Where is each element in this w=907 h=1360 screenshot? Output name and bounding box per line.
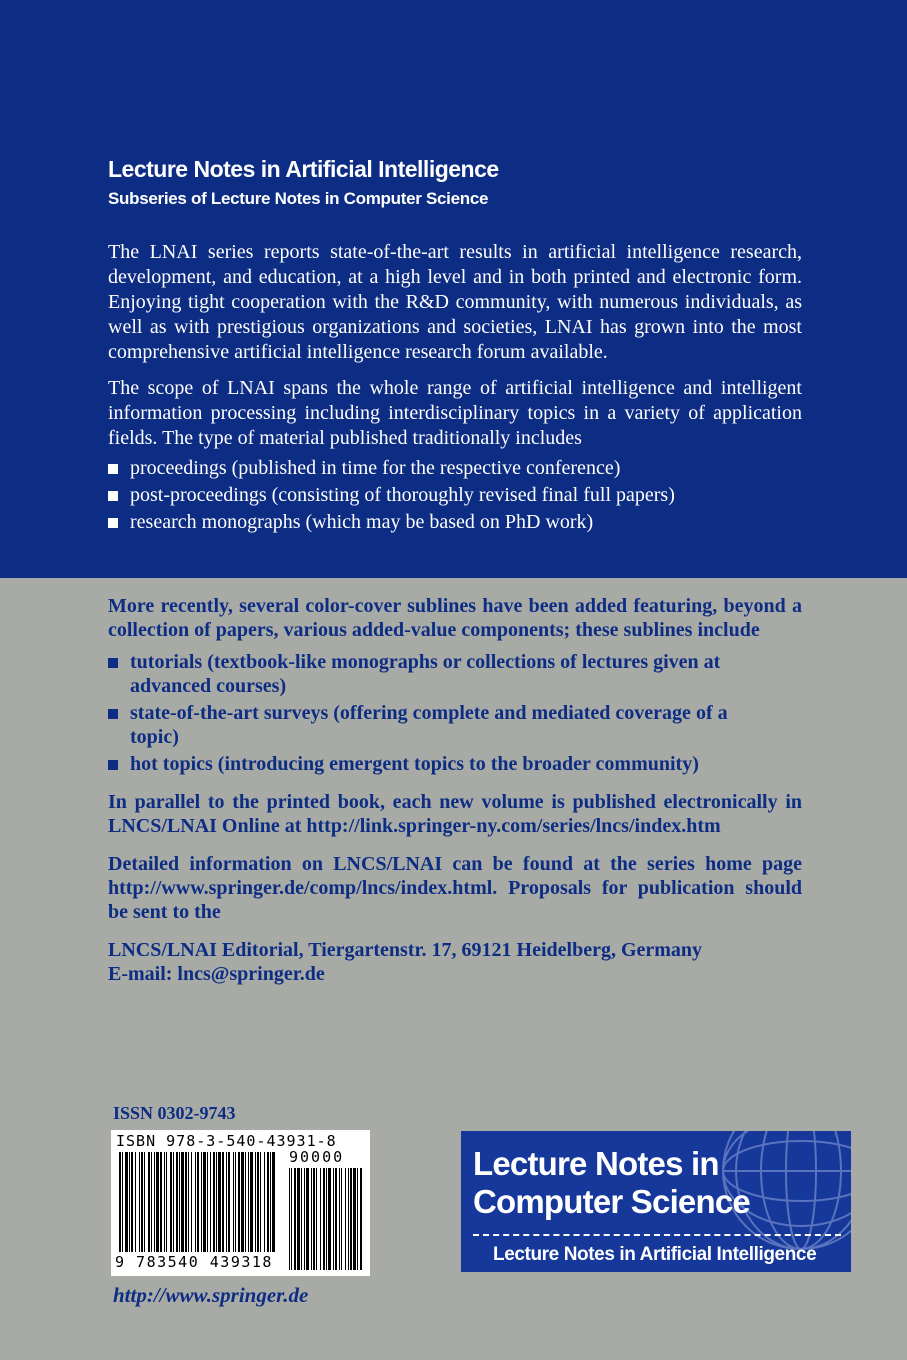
intro-section [108, 240, 802, 536]
list-item: state-of-the-art surveys (offering complete and mediated coverage of a topic) [108, 701, 738, 749]
online-paragraph: In parallel to the printed book, each new volume is published electronically in LNCS/LNAI Online at http://link.springer-ny.com/series/lncs/index.htm [108, 791, 802, 837]
series-title: Lecture Notes in Artificial Intelligence [108, 156, 499, 182]
series-subtitle: Subseries of Lecture Notes in Computer Science [108, 189, 489, 208]
list-item: post-proceedings (consisting of thoroughly revised final full papers) [108, 482, 802, 509]
publisher-url[interactable]: http://www.springer.de [113, 1283, 309, 1307]
barcode [111, 1130, 370, 1276]
sublines-section [108, 594, 802, 986]
ean-number: 9 783540 439318 [115, 1253, 273, 1271]
intro-paragraph-1: The LNAI series reports state-of-the-art results in artificial intelligence research, development, and education, at a high level and in both printed and electronic form. Enjoying tight cooperation with the R&D community, with numerous individuals, as well as with prestigious organizations and societies, LNAI has grown into the most comprehensive artificial intelligence research forum available. [108, 241, 802, 363]
price-addon-number: 90000 [289, 1148, 345, 1166]
issn-number: ISSN 0302-9743 [113, 1103, 236, 1123]
logo-line-1: Lecture Notes in [473, 1145, 719, 1182]
intro-paragraph-2: The scope of LNAI spans the whole range of artificial intelligence and intelligent information processing including interdisciplinary topics in a variety of application fields. The type of material published traditionally includes [108, 377, 802, 449]
sublines-paragraph: More recently, several color-cover sublines have been added featuring, beyond a collection of papers, various added-value components; these sublines include [108, 595, 802, 641]
list-item: research monographs (which may be based on PhD work) [108, 509, 802, 536]
logo-line-2: Computer Science [473, 1183, 750, 1220]
editorial-email: E-mail: lncs@springer.de [108, 963, 325, 985]
editorial-address: LNCS/LNAI Editorial, Tiergartenstr. 17, 69121 Heidelberg, Germany [108, 939, 703, 961]
logo-divider [473, 1234, 841, 1236]
isbn-number: ISBN 978-3-540-43931-8 [116, 1132, 337, 1150]
sublines-list [108, 650, 738, 776]
material-list [108, 455, 802, 536]
list-item: tutorials (textbook-like monographs or collections of lectures given at advanced courses) [108, 650, 738, 698]
list-item: hot topics (introducing emergent topics to the broader community) [108, 752, 738, 776]
lncs-logo [461, 1131, 851, 1272]
list-item: proceedings (published in time for the respective conference) [108, 455, 802, 482]
details-paragraph: Detailed information on LNCS/LNAI can be found at the series home page http://www.springer.de/comp/lncs/index.html. Proposals for publication should be sent to the [108, 853, 802, 923]
logo-line-3: Lecture Notes in Artificial Intelligence [493, 1244, 817, 1265]
